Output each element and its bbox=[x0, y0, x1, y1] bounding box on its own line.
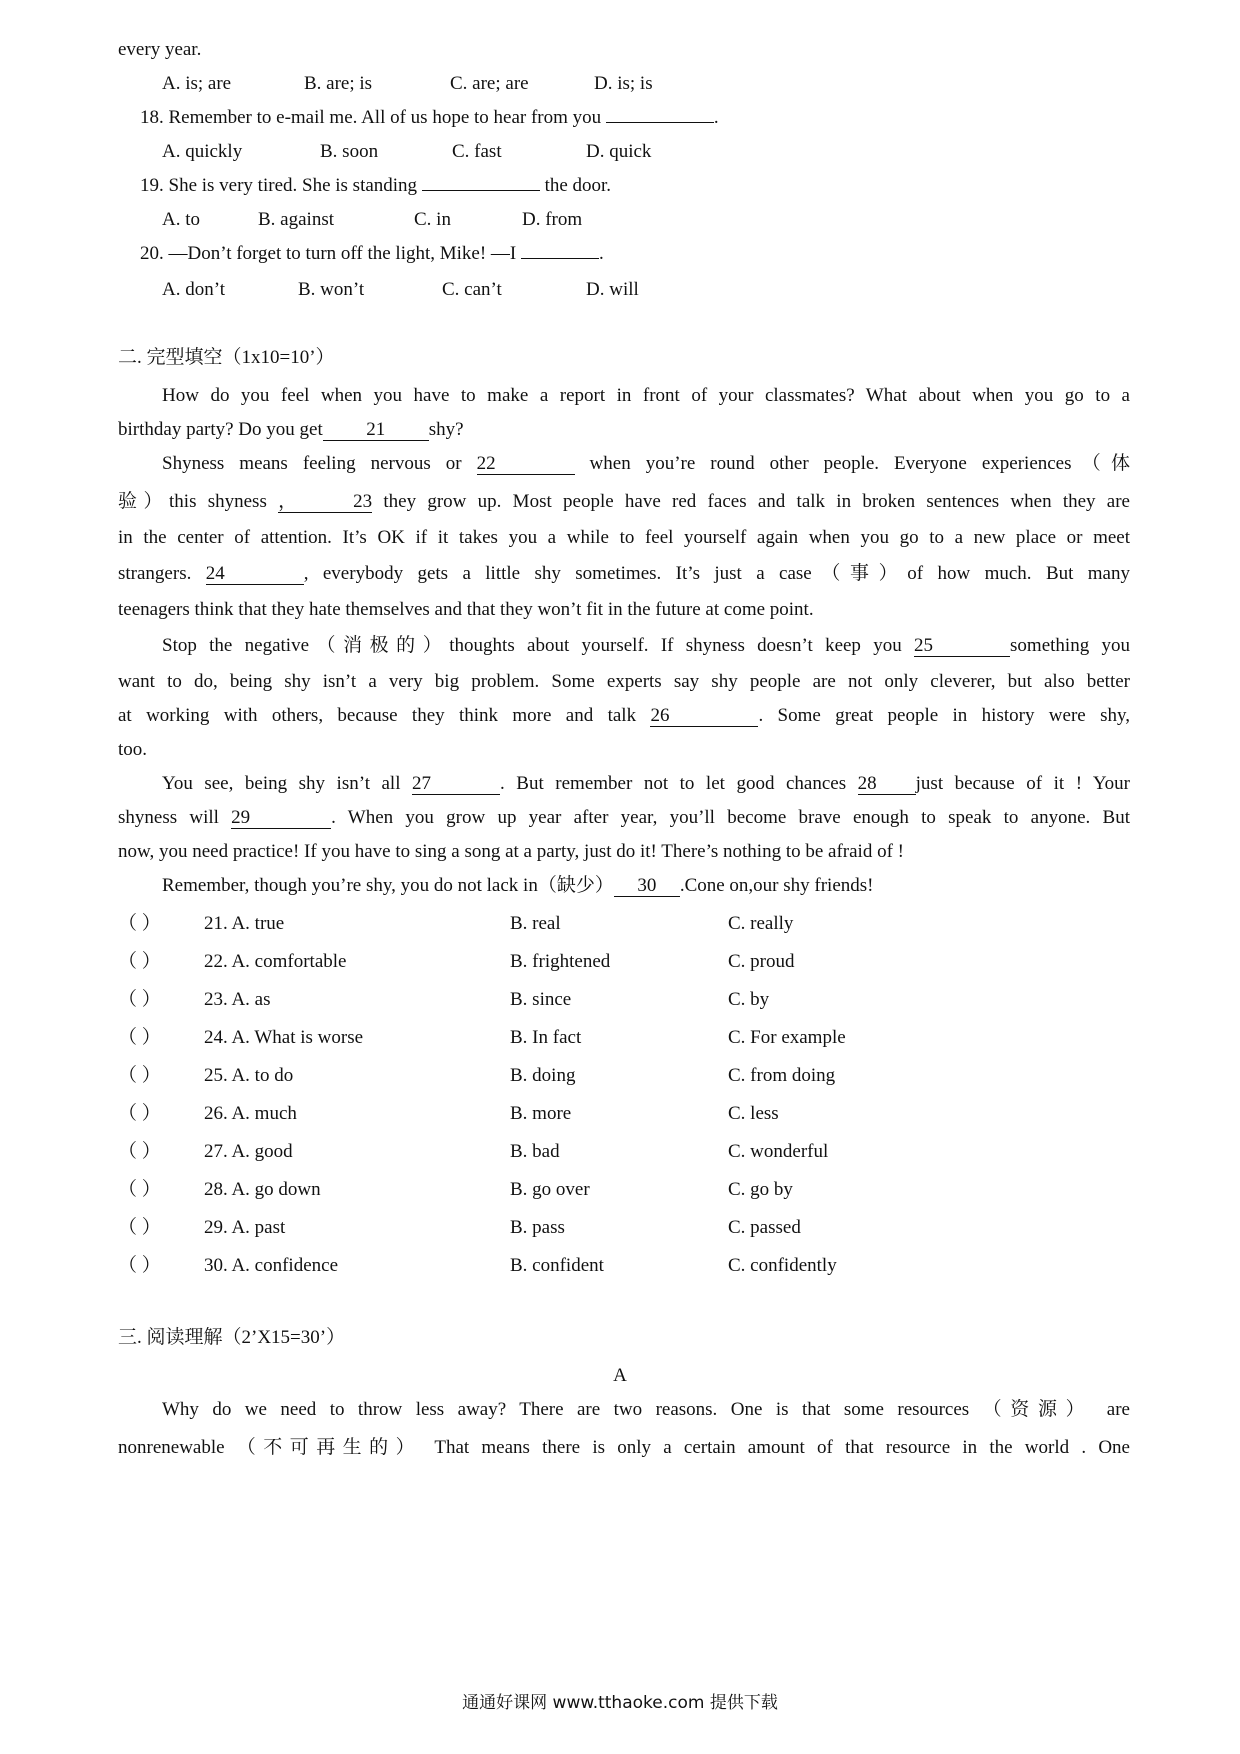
option-c: C. from doing bbox=[728, 1065, 836, 1086]
cloze-question-29 bbox=[118, 1216, 1118, 1242]
blank-29: 29 bbox=[231, 808, 331, 829]
cloze-p2-line2: 验）this shyness ， 23 they grow up. Most people have red faces and talk in broken sentences when they are bbox=[118, 491, 1130, 512]
cloze-p1-line2: birthday party? Do you get 21 shy? bbox=[118, 419, 464, 440]
blank-28: 28 bbox=[858, 774, 916, 795]
option: D. quick bbox=[586, 141, 652, 162]
cloze-p4-line1: You see, being shy isn’t all 27 . But remember not to let good chances 28 just because of it ! Your bbox=[162, 773, 1131, 794]
option-c: C. go by bbox=[728, 1179, 793, 1200]
answer-paren: （ ） bbox=[118, 1217, 161, 1238]
cloze-heading: 二. 完型填空（1x10=10’） bbox=[118, 347, 335, 368]
cloze-p5-line: Remember, though you’re shy, you do not lack in（缺少） 30 .Cone on,our shy friends! bbox=[162, 875, 874, 896]
option: B. won’t bbox=[298, 279, 365, 300]
answer-paren: （ ） bbox=[118, 1027, 161, 1048]
page-footer: 通通好课网 www.tthaoke.com 提供下载 bbox=[462, 1693, 778, 1713]
q20-options bbox=[118, 278, 1118, 304]
option: A. don’t bbox=[162, 279, 225, 300]
option-a: 24. A. What is worse bbox=[204, 1027, 364, 1048]
cloze-p2-line4: strangers. 24 , everybody gets a little shy sometimes. It’s just a case（事）of how much. But many bbox=[118, 563, 1130, 584]
option: B. against bbox=[258, 209, 334, 230]
blank-23: ， 23 bbox=[278, 491, 373, 512]
answer-blank bbox=[606, 122, 714, 123]
reading-heading: 三. 阅读理解（2’X15=30’） bbox=[118, 1327, 346, 1348]
answer-paren: （ ） bbox=[118, 1255, 161, 1276]
option-a: 22. A. comfortable bbox=[204, 951, 347, 972]
option-a: 25. A. to do bbox=[204, 1065, 294, 1086]
option: D. will bbox=[586, 279, 639, 300]
cloze-p3-line3: at working with others, because they think more and talk 26 . Some great people in history were shy, bbox=[118, 705, 1130, 726]
reading-line2: nonrenewable （不可再生的） That means there is only a certain amount of that resource in the world . One bbox=[118, 1437, 1130, 1458]
option-b: B. more bbox=[510, 1103, 572, 1124]
cloze-question-30 bbox=[118, 1254, 1118, 1280]
q19-options bbox=[118, 208, 1118, 234]
cloze-p2-line3: in the center of attention. It’s OK if it takes you a while to feel yourself again when you go to a new place or meet bbox=[118, 527, 1130, 548]
answer-paren: （ ） bbox=[118, 989, 161, 1010]
question-19: 19. She is very tired. She is standing the door. bbox=[140, 175, 612, 196]
option: A. quickly bbox=[162, 141, 243, 162]
cloze-p1-line1: How do you feel when you have to make a report in front of your classmates? What about when you go to a bbox=[162, 385, 1130, 406]
cloze-question-25 bbox=[118, 1064, 1118, 1090]
option-c: C. really bbox=[728, 913, 794, 934]
option-b: B. pass bbox=[510, 1217, 565, 1238]
blank-26: 26 bbox=[650, 706, 758, 727]
option-c: C. wonderful bbox=[728, 1141, 829, 1162]
cloze-question-27 bbox=[118, 1140, 1118, 1166]
cloze-p3-line4: too. bbox=[118, 739, 148, 760]
blank-25: 25 bbox=[914, 636, 1010, 657]
option-b: B. bad bbox=[510, 1141, 560, 1162]
cloze-p3-line2: want to do, being shy isn’t a very big problem. Some experts say shy people are not only cleverer, but also better bbox=[118, 671, 1130, 692]
answer-paren: （ ） bbox=[118, 1065, 161, 1086]
blank-27: 27 bbox=[412, 774, 500, 795]
answer-blank bbox=[422, 190, 540, 191]
option-b: B. real bbox=[510, 913, 561, 934]
cloze-p2-line1: Shyness means feeling nervous or 22 when you’re round other people. Everyone experiences（体 bbox=[162, 453, 1131, 474]
cloze-p4-line2: shyness will 29 . When you grow up year after year, you’ll become brave enough to speak to anyone. But bbox=[118, 807, 1130, 828]
option-c: C. confidently bbox=[728, 1255, 837, 1276]
option: C. are; are bbox=[450, 73, 529, 94]
option-c: C. proud bbox=[728, 951, 795, 972]
option: C. fast bbox=[452, 141, 502, 162]
passage-label: A bbox=[613, 1365, 627, 1386]
option-b: B. go over bbox=[510, 1179, 590, 1200]
option-a: 28. A. go down bbox=[204, 1179, 321, 1200]
option: A. is; are bbox=[162, 73, 232, 94]
cloze-p2-line5: teenagers think that they hate themselves and that they won’t fit in the future at come point. bbox=[118, 599, 814, 620]
cloze-question-23 bbox=[118, 988, 1118, 1014]
blank-22: 22 bbox=[477, 454, 575, 475]
option: C. can’t bbox=[442, 279, 502, 300]
option: D. is; is bbox=[594, 73, 653, 94]
option: D. from bbox=[522, 209, 583, 230]
cloze-question-26 bbox=[118, 1102, 1118, 1128]
option-b: B. confident bbox=[510, 1255, 604, 1276]
option: B. are; is bbox=[304, 73, 373, 94]
blank-30: 30 bbox=[614, 876, 680, 897]
q18-options bbox=[118, 140, 1118, 166]
option-a: 30. A. confidence bbox=[204, 1255, 339, 1276]
option: C. in bbox=[414, 209, 451, 230]
option-c: C. by bbox=[728, 989, 770, 1010]
option-a: 21. A. true bbox=[204, 913, 285, 934]
cloze-question-28 bbox=[118, 1178, 1118, 1204]
option-b: B. In fact bbox=[510, 1027, 582, 1048]
answer-paren: （ ） bbox=[118, 951, 161, 972]
option: B. soon bbox=[320, 141, 379, 162]
prev-question-tail: every year. bbox=[118, 39, 202, 60]
answer-blank bbox=[521, 258, 599, 259]
q17-options bbox=[118, 72, 1118, 98]
option-a: 23. A. as bbox=[204, 989, 271, 1010]
option-c: C. For example bbox=[728, 1027, 846, 1048]
option-b: B. since bbox=[510, 989, 572, 1010]
reading-line1: Why do we need to throw less away? There are two reasons. One is that some resources （资源） are bbox=[162, 1399, 1130, 1420]
option-a: 27. A. good bbox=[204, 1141, 293, 1162]
cloze-question-22 bbox=[118, 950, 1118, 976]
answer-paren: （ ） bbox=[118, 1103, 161, 1124]
cloze-question-21 bbox=[118, 912, 1118, 938]
option-a: 29. A. past bbox=[204, 1217, 286, 1238]
answer-paren: （ ） bbox=[118, 913, 161, 934]
answer-paren: （ ） bbox=[118, 1141, 161, 1162]
option-b: B. frightened bbox=[510, 951, 611, 972]
cloze-p4-line3: now, you need practice! If you have to sing a song at a party, just do it! There’s nothing to be afraid of ! bbox=[118, 841, 904, 862]
cloze-p3-line1: Stop the negative（消极的）thoughts about yourself. If shyness doesn’t keep you 25 something you bbox=[162, 635, 1130, 656]
question-18: 18. Remember to e-mail me. All of us hope to hear from you . bbox=[140, 107, 719, 128]
option: A. to bbox=[162, 209, 200, 230]
cloze-question-24 bbox=[118, 1026, 1118, 1052]
option-b: B. doing bbox=[510, 1065, 576, 1086]
blank-21: 21 bbox=[323, 420, 429, 441]
answer-paren: （ ） bbox=[118, 1179, 161, 1200]
blank-24: 24 bbox=[206, 564, 304, 585]
option-c: C. less bbox=[728, 1103, 779, 1124]
option-c: C. passed bbox=[728, 1217, 801, 1238]
question-20: 20. —Don’t forget to turn off the light, Mike! —I . bbox=[140, 243, 604, 264]
option-a: 26. A. much bbox=[204, 1103, 297, 1124]
